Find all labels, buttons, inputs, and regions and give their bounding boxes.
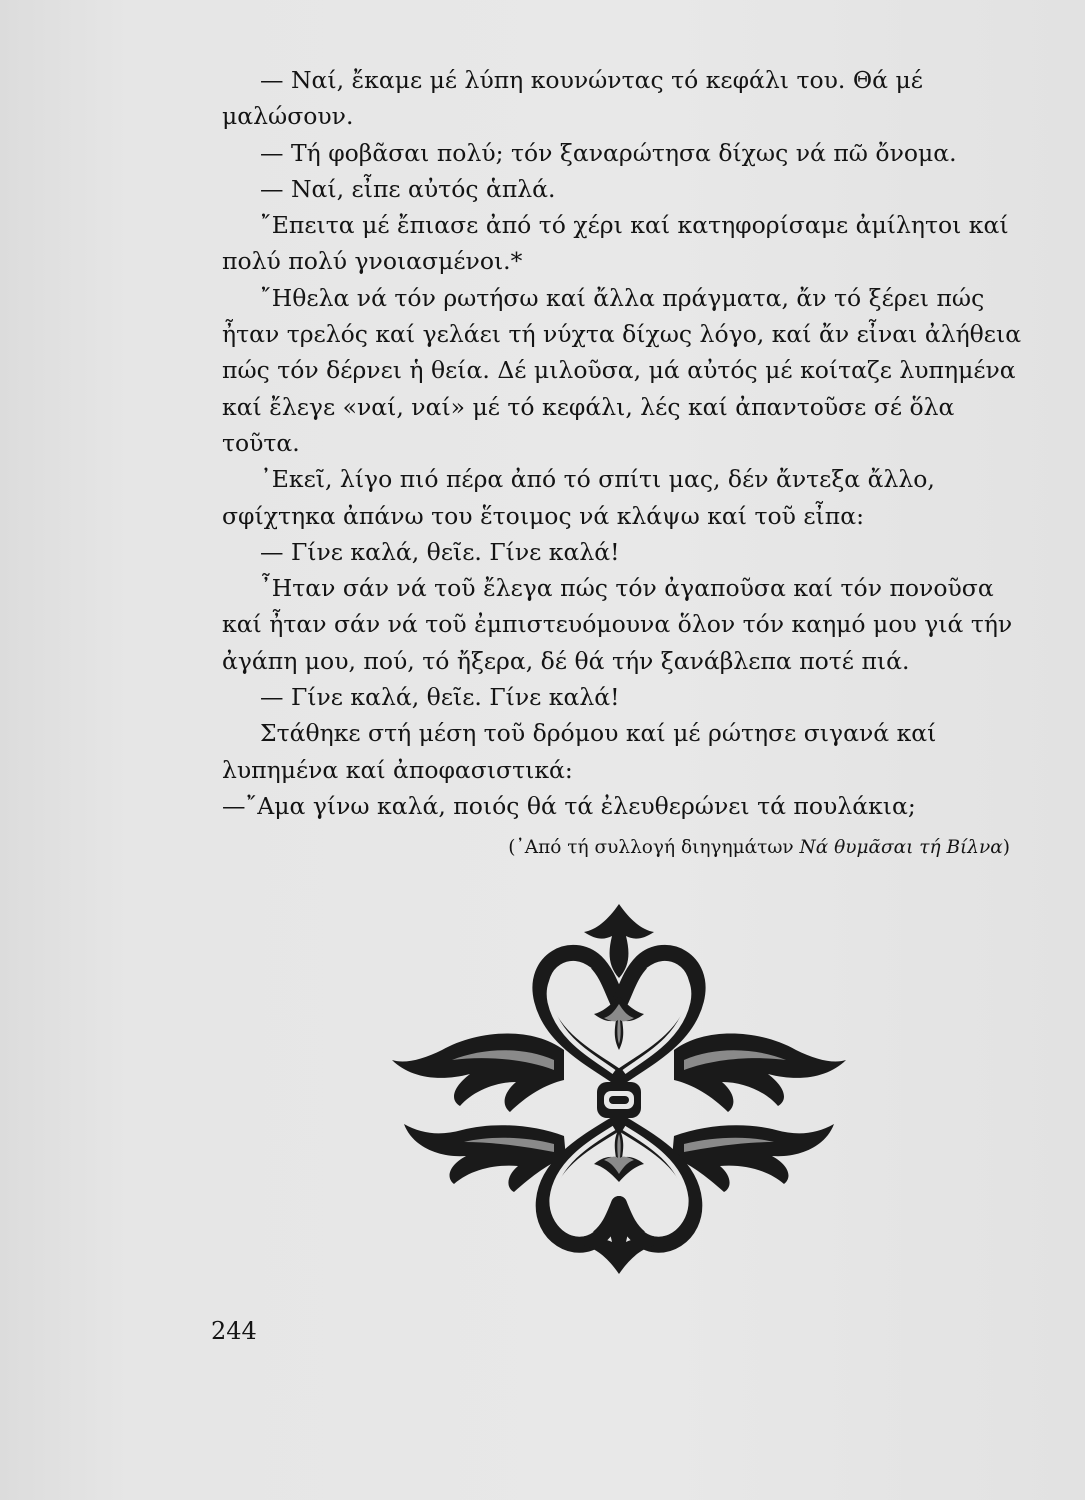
source-citation <box>222 836 1010 860</box>
paragraph: ῎Ηθελα νά τόν ρωτήσω καί ἄλλα πράγματα, ἄν τό ξέρει πώς ἦταν τρελός καί γελάει τή νύχτα δίχως λόγο, καί ἄν εἶναι ἀλήθεια πώς τόν δέρνει ἡ θεία. Δέ μιλοῦσα, μά αὐτός μέ κοίταζε λυπημένα καί ἔλεγε «ναί, ναί» μέ τό κεφάλι, λές καί ἀπαντοῦσε σέ ὅλα τοῦτα. <box>222 283 1022 457</box>
citation-suffix: ) <box>1002 837 1010 858</box>
fleuron-ornament <box>382 900 856 1278</box>
ornament-center-boss <box>597 1082 641 1118</box>
paragraph: —῎Αμα γίνω καλά, ποιός θά τά ἐλευθερώνει τά πουλάκια; <box>222 791 916 820</box>
page-number: 244 <box>211 1317 257 1345</box>
citation-title: Νά θυμᾶσαι τή Βίλνα <box>799 837 1003 858</box>
body-text <box>222 62 1022 824</box>
paragraph: ῏Ηταν σάν νά τοῦ ἔλεγα πώς τόν ἀγαποῦσα καί τόν πονοῦσα καί ἦταν σάν νά τοῦ ἐμπιστευόμουνα ὅλον τόν καημό μου γιά τήν ἀγάπη μου, πού, τό ἤξερα, δέ θά τήν ξανάβλεπα ποτέ πιά. <box>222 574 1013 675</box>
paragraph: ᾿Εκεῖ, λίγο πιό πέρα ἀπό τό σπίτι μας, δέν ἄντεξα ἄλλο, σφίχτηκα ἀπάνω του ἕτοιμος νά κλάψω καί τοῦ εἶπα: <box>222 465 935 530</box>
paragraph: — Ναί, εἶπε αὐτός ἁπλά. <box>260 174 556 203</box>
paragraph: — Τή φοβᾶσαι πολύ; τόν ξαναρώτησα δίχως νά πῶ ὄνομα. <box>260 138 957 167</box>
paragraph: Στάθηκε στή μέση τοῦ δρόμου καί μέ ρώτησε σιγανά καί λυπημένα καί ἀποφασιστικά: <box>222 719 937 784</box>
paragraph: ῎Επειτα μέ ἔπιασε ἀπό τό χέρι καί κατηφορίσαμε ἀμίλητοι καί πολύ πολύ γνοιασμένοι.* <box>222 211 1009 276</box>
paragraph: — Ναί, ἔκαμε μέ λύπη κουνώντας τό κεφάλι του. Θά μέ μαλώσουν. <box>222 66 923 131</box>
paragraph: — Γίνε καλά, θεῖε. Γίνε καλά! <box>260 683 620 712</box>
citation-prefix: (᾿Από τή συλλογή διηγημάτων <box>508 837 800 858</box>
paragraph: — Γίνε καλά, θεῖε. Γίνε καλά! <box>260 537 620 566</box>
